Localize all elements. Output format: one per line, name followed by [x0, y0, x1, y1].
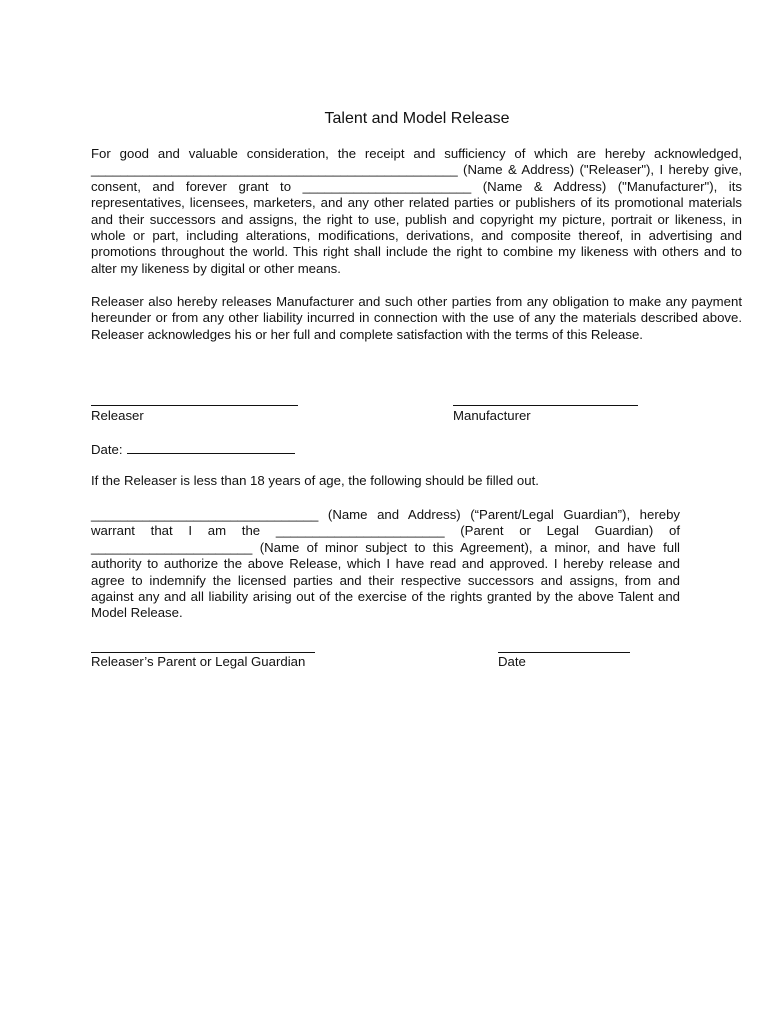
releaser-label: Releaser [91, 408, 144, 423]
manufacturer-label: Manufacturer [453, 408, 531, 423]
guardian-date-label: Date [498, 654, 526, 669]
guardian-paragraph: _______________________________ (Name and Address) (“Parent/Legal Guardian”), hereby warrant that I am the _______________________ (Parent or Legal Guardian) of ______________________ (Name of minor subject to this Agreement), a minor, and have full authority to authorize the above Release, which I have read and approved. I hereby release and agree to indemnify the licensed parties and their respective successors and assigns, from and against any and all liability arising out of the exercise of the rights granted by the above Talent and Model Release. [91, 507, 680, 621]
guardian-label: Releaser’s Parent or Legal Guardian [91, 654, 306, 669]
date-field[interactable] [127, 441, 295, 454]
releaser-signature-line[interactable] [91, 405, 298, 406]
release-paragraph: Releaser also hereby releases Manufacturer and such other parties from any obligation to make any payment hereunder or from any other liability incurred in connection with the use of any the materials described above. Releaser acknowledges his or her full and complete satisfaction with the terms of this Release. [91, 294, 742, 342]
minor-note: If the Releaser is less than 18 years of age, the following should be filled out. [91, 473, 539, 488]
manufacturer-signature-line[interactable] [453, 405, 638, 406]
date-label: Date: [91, 442, 123, 457]
date-row [91, 441, 295, 457]
document-title: Talent and Model Release [324, 110, 510, 127]
guardian-signature-line[interactable] [91, 652, 315, 653]
consent-paragraph: For good and valuable consideration, the receipt and sufficiency of which are hereby acknowledged, __________________________________________________ (Name & Address) ("Releaser"), I hereby give, consent, and forever grant to _______________________ (Name & Address) ("Manufacturer"), its representatives, licensees, marketers, and any other related parties or publishers of its promotional materials and their successors and assigns, the right to use, publish and copyright my picture, portrait or likeness, in whole or part, including alterations, modifications, derivations, and composite thereof, in advertising and promotions throughout the world. This right shall include the right to combine my likeness with others and to alter my likeness by digital or other means. [91, 146, 742, 276]
guardian-date-line[interactable] [498, 652, 630, 653]
